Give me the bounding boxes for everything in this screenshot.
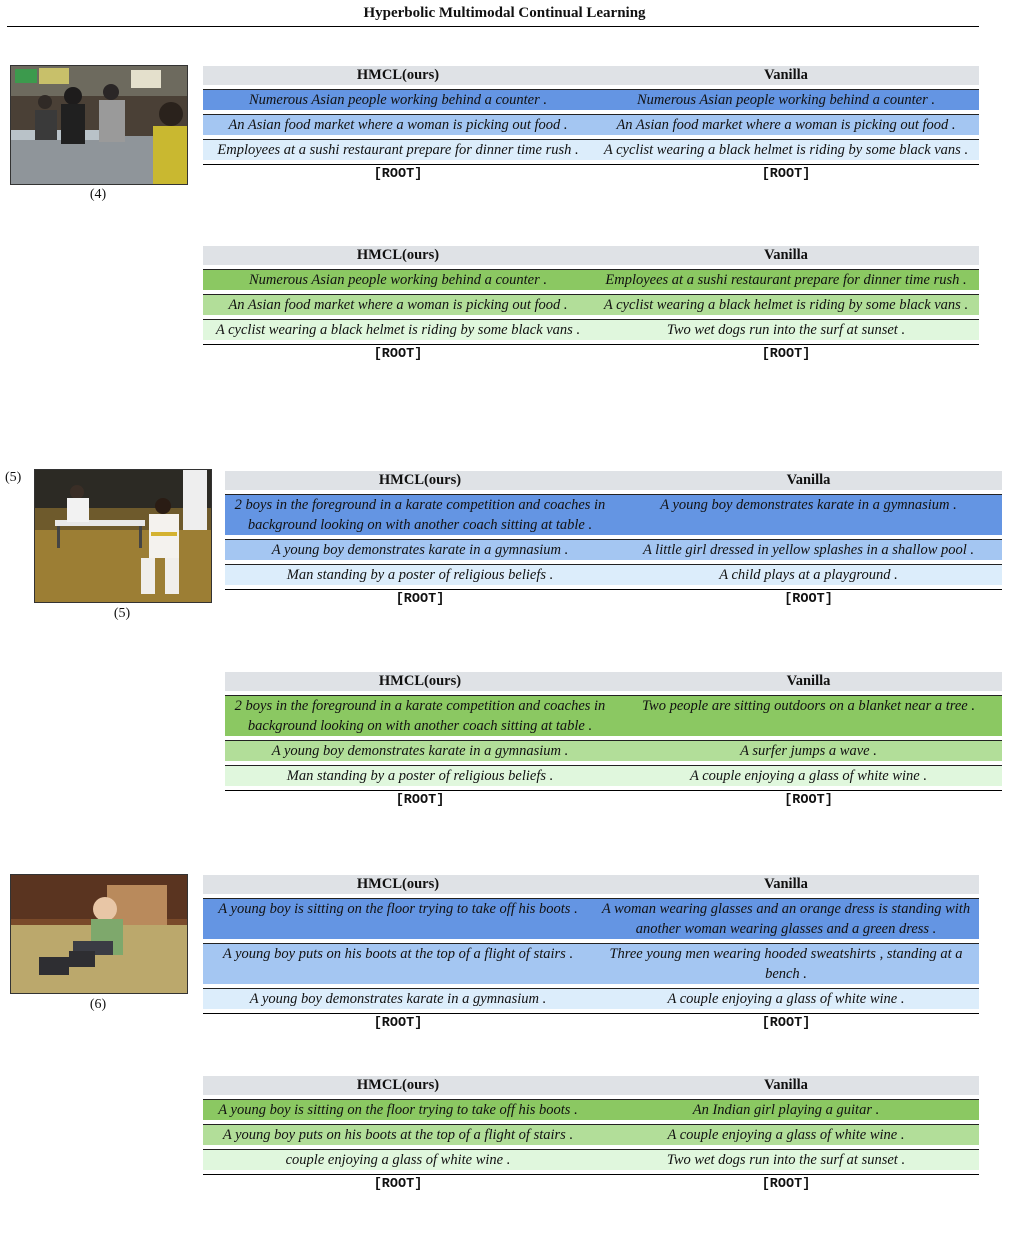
cell-hmcl: 2 boys in the foreground in a karate competition and coaches in background looking on with another coach sitting at table .	[225, 695, 615, 736]
cell-vanilla: A cyclist wearing a black helmet is riding by some black vans .	[593, 294, 979, 315]
table-row	[225, 564, 1002, 585]
cell-hmcl: An Asian food market where a woman is picking out food .	[203, 294, 593, 315]
table-row	[203, 89, 979, 110]
table-row	[203, 943, 979, 984]
root-label-left: [ROOT]	[225, 589, 615, 609]
table-row	[203, 139, 979, 160]
cell-hmcl: Employees at a sushi restaurant prepare for dinner time rush .	[203, 139, 593, 160]
cell-vanilla: Numerous Asian people working behind a counter .	[593, 89, 979, 110]
header-hmcl: HMCL(ours)	[225, 471, 615, 490]
cell-vanilla: A young boy demonstrates karate in a gymnasium .	[615, 494, 1002, 535]
cell-vanilla: A woman wearing glasses and an orange dress is standing with another woman wearing glasses and a green dress .	[593, 898, 979, 939]
cell-vanilla: An Asian food market where a woman is picking out food .	[593, 114, 979, 135]
root-row	[203, 1013, 979, 1033]
header-hmcl: HMCL(ours)	[203, 875, 593, 894]
cell-hmcl: An Asian food market where a woman is picking out food .	[203, 114, 593, 135]
table-row	[203, 294, 979, 315]
table-row	[203, 898, 979, 939]
cell-vanilla: Three young men wearing hooded sweatshirts , standing at a bench .	[593, 943, 979, 984]
root-row	[203, 344, 979, 364]
table-row	[203, 269, 979, 290]
root-row	[225, 790, 1002, 810]
cell-hmcl: A young boy demonstrates karate in a gymnasium .	[225, 740, 615, 761]
cell-vanilla: Two wet dogs run into the surf at sunset .	[593, 319, 979, 340]
table-row	[225, 740, 1002, 761]
figure-caption-6: (6)	[89, 997, 107, 1012]
cell-hmcl: Man standing by a poster of religious beliefs .	[225, 765, 615, 786]
cell-hmcl: A young boy is sitting on the floor trying to take off his boots .	[203, 1099, 593, 1120]
karate-photo	[34, 469, 212, 603]
root-row	[225, 589, 1002, 609]
table-row	[225, 494, 1002, 535]
header-rule	[7, 26, 979, 27]
cell-hmcl: A young boy demonstrates karate in a gymnasium .	[203, 988, 593, 1009]
root-label-left: [ROOT]	[203, 344, 593, 364]
cell-vanilla: A couple enjoying a glass of white wine .	[615, 765, 1002, 786]
root-label-right: [ROOT]	[593, 164, 979, 184]
comparison-table-5b	[225, 672, 1002, 810]
header-vanilla: Vanilla	[593, 1076, 979, 1095]
figure-caption-4: (4)	[89, 187, 107, 202]
cell-hmcl: A young boy puts on his boots at the top of a flight of stairs .	[203, 1124, 593, 1145]
root-label-left: [ROOT]	[225, 790, 615, 810]
cell-vanilla: A little girl dressed in yellow splashes in a shallow pool .	[615, 539, 1002, 560]
cell-hmcl: A cyclist wearing a black helmet is riding by some black vans .	[203, 319, 593, 340]
root-label-left: [ROOT]	[203, 1013, 593, 1033]
root-row	[203, 1174, 979, 1194]
table-row	[203, 114, 979, 135]
comparison-table-6a	[203, 875, 979, 1033]
cell-vanilla: Employees at a sushi restaurant prepare for dinner time rush .	[593, 269, 979, 290]
header-hmcl: HMCL(ours)	[203, 246, 593, 265]
boy-boots-photo	[10, 874, 188, 994]
cell-hmcl: 2 boys in the foreground in a karate competition and coaches in background looking on with another coach sitting at table .	[225, 494, 615, 535]
table-row	[203, 1099, 979, 1120]
header-vanilla: Vanilla	[593, 875, 979, 894]
page-title: Hyperbolic Multimodal Continual Learning	[363, 5, 646, 21]
cell-vanilla: An Indian girl playing a guitar .	[593, 1099, 979, 1120]
side-number-5: (5)	[5, 470, 22, 485]
cell-vanilla: Two people are sitting outdoors on a blanket near a tree .	[615, 695, 1002, 736]
cell-vanilla: A cyclist wearing a black helmet is riding by some black vans .	[593, 139, 979, 160]
figure-caption-5: (5)	[113, 606, 131, 621]
root-label-right: [ROOT]	[593, 344, 979, 364]
cell-vanilla: A child plays at a playground .	[615, 564, 1002, 585]
root-label-right: [ROOT]	[615, 589, 1002, 609]
header-hmcl: HMCL(ours)	[225, 672, 615, 691]
table-row	[225, 695, 1002, 736]
comparison-table-5a	[225, 471, 1002, 609]
market-photo-image	[11, 66, 187, 184]
table-header-row	[225, 471, 1002, 490]
header-vanilla: Vanilla	[615, 672, 1002, 691]
cell-hmcl: Numerous Asian people working behind a counter .	[203, 269, 593, 290]
boy-boots-photo-image	[11, 875, 187, 993]
cell-vanilla: A couple enjoying a glass of white wine .	[593, 988, 979, 1009]
table-row	[203, 1149, 979, 1170]
table-row	[203, 988, 979, 1009]
root-label-right: [ROOT]	[615, 790, 1002, 810]
cell-hmcl: A young boy puts on his boots at the top of a flight of stairs .	[203, 943, 593, 984]
table-row	[225, 539, 1002, 560]
cell-hmcl: Numerous Asian people working behind a counter .	[203, 89, 593, 110]
cell-hmcl: couple enjoying a glass of white wine .	[203, 1149, 593, 1170]
table-header-row	[203, 246, 979, 265]
table-row	[225, 765, 1002, 786]
cell-hmcl: Man standing by a poster of religious beliefs .	[225, 564, 615, 585]
root-label-right: [ROOT]	[593, 1013, 979, 1033]
table-row	[203, 319, 979, 340]
root-label-right: [ROOT]	[593, 1174, 979, 1194]
table-header-row	[203, 875, 979, 894]
header-vanilla: Vanilla	[593, 246, 979, 265]
table-header-row	[225, 672, 1002, 691]
table-row	[203, 1124, 979, 1145]
comparison-table-4b	[203, 246, 979, 364]
table-header-row	[203, 1076, 979, 1095]
table-header-row	[203, 66, 979, 85]
header-hmcl: HMCL(ours)	[203, 1076, 593, 1095]
root-label-left: [ROOT]	[203, 164, 593, 184]
comparison-table-4a	[203, 66, 979, 184]
header-vanilla: Vanilla	[615, 471, 1002, 490]
karate-photo-image	[35, 470, 211, 602]
cell-hmcl: A young boy demonstrates karate in a gymnasium .	[225, 539, 615, 560]
cell-hmcl: A young boy is sitting on the floor trying to take off his boots .	[203, 898, 593, 939]
cell-vanilla: A couple enjoying a glass of white wine .	[593, 1124, 979, 1145]
root-row	[203, 164, 979, 184]
header-hmcl: HMCL(ours)	[203, 66, 593, 85]
root-label-left: [ROOT]	[203, 1174, 593, 1194]
header-vanilla: Vanilla	[593, 66, 979, 85]
cell-vanilla: Two wet dogs run into the surf at sunset .	[593, 1149, 979, 1170]
comparison-table-6b	[203, 1076, 979, 1194]
market-photo	[10, 65, 188, 185]
cell-vanilla: A surfer jumps a wave .	[615, 740, 1002, 761]
